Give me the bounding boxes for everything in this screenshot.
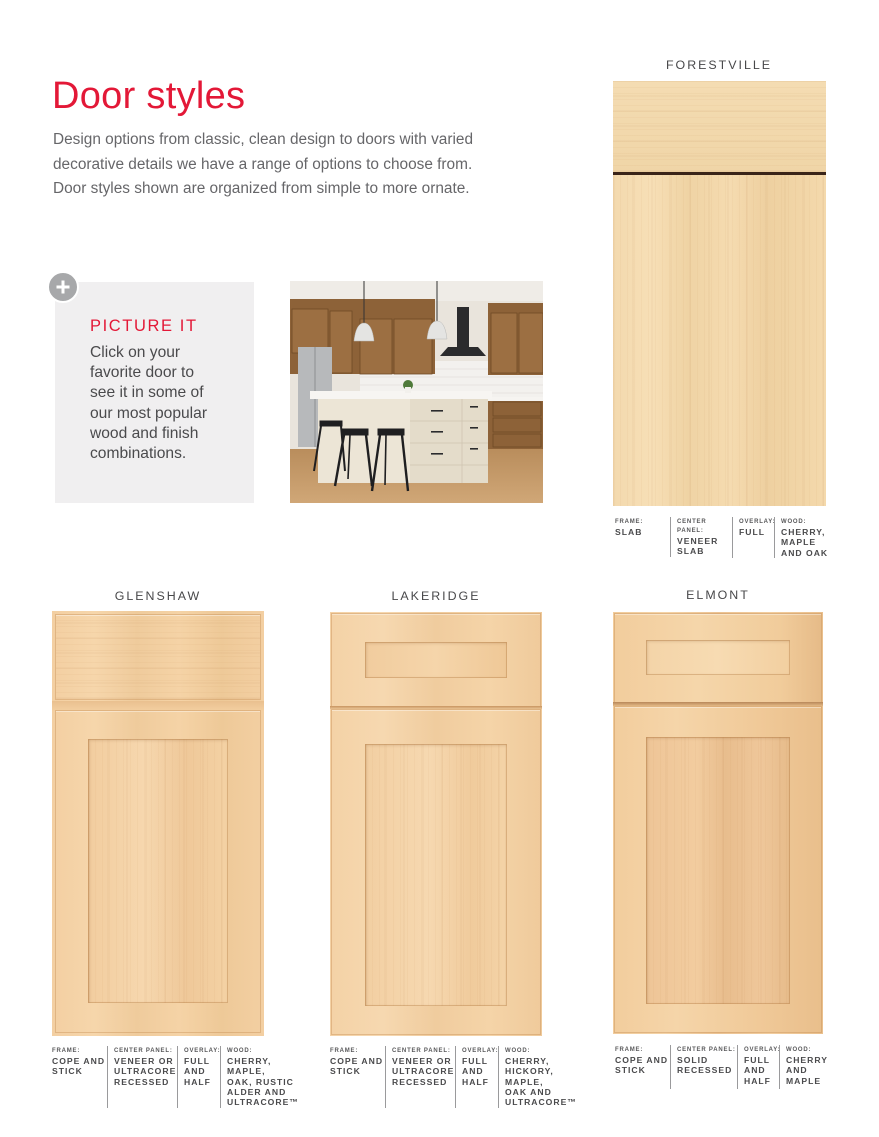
spec-frame: FRAME: COPE AND STICK <box>330 1048 384 1077</box>
door-name-forestville: FORESTVILLE <box>665 58 772 72</box>
door-name-glenshaw: GLENSHAW <box>114 589 202 603</box>
spec-overlay: OVERLAY: FULL AND HALF <box>737 1045 779 1089</box>
spec-panel: CENTER PANEL: VENEER OR ULTRACORE RECESSED <box>385 1046 455 1108</box>
specs-glenshaw <box>52 1046 299 1108</box>
specs-lakeridge <box>330 1046 577 1108</box>
drawer-panel <box>646 640 790 675</box>
door-slab <box>613 175 826 506</box>
recessed-panel <box>88 739 228 1003</box>
drawer-front <box>615 614 821 702</box>
spec-wood: WOOD: CHERRY, MAPLE, OAK, RUSTIC ALDER AND ULTRACORE™ <box>220 1046 290 1108</box>
plus-icon[interactable] <box>47 271 79 303</box>
drawer-panel <box>365 642 507 678</box>
door-image-forestville[interactable] <box>613 81 826 506</box>
intro-line: decorative details we have a range of options to choose from. <box>53 155 473 173</box>
callout-line: combinations. <box>90 445 187 463</box>
reveal-gap <box>613 702 823 706</box>
spec-frame: FRAME: COPE AND STICK <box>52 1048 106 1077</box>
spec-frame: FRAME: SLAB <box>615 519 644 537</box>
drawer-rail <box>52 701 264 711</box>
drawer-front <box>332 614 540 706</box>
callout-title: PICTURE IT <box>90 317 198 335</box>
spec-overlay: OVERLAY: FULL AND HALF <box>455 1046 498 1108</box>
page-title: Door styles <box>52 75 246 117</box>
callout-line: favorite door to <box>90 364 195 382</box>
door-frame <box>56 711 260 1032</box>
spec-overlay: OVERLAY: FULL <box>732 517 774 558</box>
kitchen-illustration <box>290 281 543 503</box>
spec-panel: CENTER PANEL: VENEER OR ULTRACORE RECESSED <box>107 1046 177 1108</box>
spec-overlay: OVERLAY: FULL AND HALF <box>177 1046 220 1108</box>
drawer-front <box>613 81 826 172</box>
spec-frame: FRAME: COPE AND STICK <box>615 1047 669 1076</box>
callout-line: see it in some of <box>90 384 204 402</box>
drawer-front <box>56 615 260 699</box>
intro-text <box>53 128 513 202</box>
recessed-panel <box>646 737 790 1004</box>
spec-panel: CENTER PANEL: SOLID RECESSED <box>670 1045 737 1089</box>
intro-line: Design options from classic, clean design to doors with varied <box>53 131 474 148</box>
door-name-elmont: ELMONT <box>686 588 750 602</box>
callout-body <box>90 343 250 464</box>
spec-panel: CENTER PANEL: VENEER SLAB <box>670 517 732 557</box>
callout-line: our most popular <box>90 404 208 422</box>
door-image-lakeridge[interactable] <box>330 612 542 1036</box>
door-image-glenshaw[interactable] <box>52 611 264 1036</box>
spec-wood: WOOD: CHERRY, MAPLE AND OAK <box>774 517 829 558</box>
specs-forestville <box>615 517 829 558</box>
door-frame <box>332 710 540 1034</box>
door-frame <box>615 707 821 1032</box>
kitchen-photo[interactable] <box>290 281 543 503</box>
reveal-gap <box>330 706 542 709</box>
callout-line: wood and finish <box>90 424 199 442</box>
spec-wood: WOOD: CHERRY, HICKORY, MAPLE, OAK AND ULTRACORE™ <box>498 1046 568 1108</box>
intro-line: Door styles shown are organized from simple to more ornate. <box>53 180 470 197</box>
door-image-elmont[interactable] <box>613 612 823 1034</box>
callout-line: Click on your <box>90 344 181 361</box>
spec-wood: WOOD: CHERRY AND MAPLE <box>779 1045 834 1089</box>
picture-it-callout <box>55 282 254 503</box>
door-name-lakeridge: LAKERIDGE <box>391 589 481 603</box>
recessed-panel <box>365 744 507 1006</box>
specs-elmont <box>615 1045 834 1089</box>
